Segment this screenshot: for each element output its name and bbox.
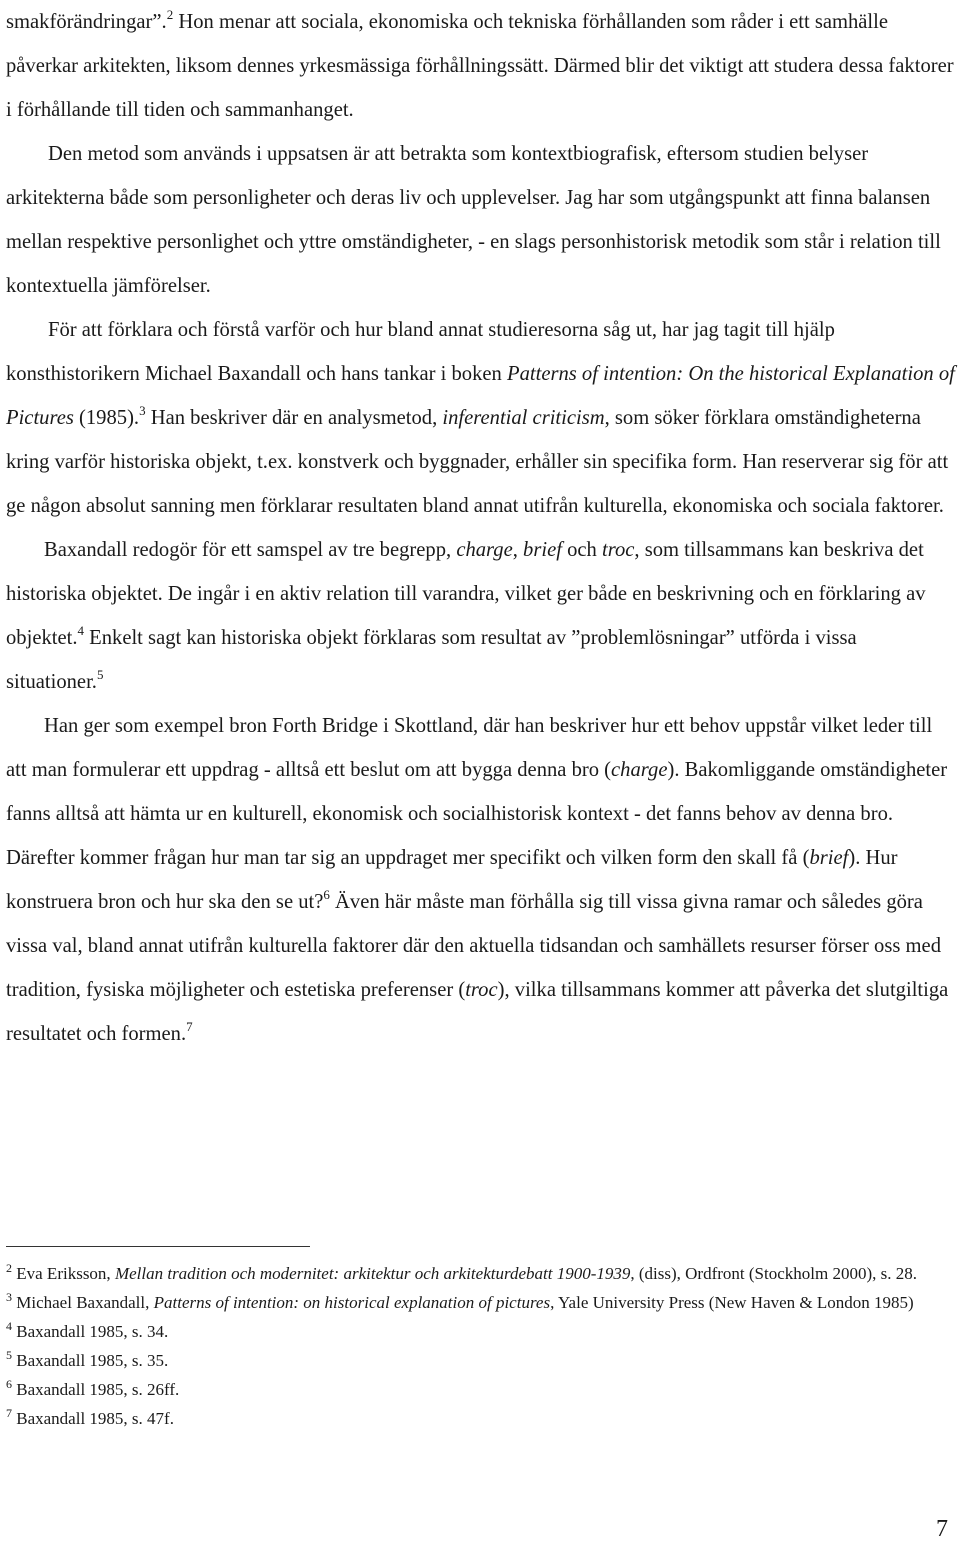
term-troc: troc [465,979,498,1001]
paragraph-4-text-cont: , som tillsammans kan beskriva det historiska objektet. De ingår i en aktiv relation till varandra, vilket ger både en beskrivning och en förklaring av objektet. [6,539,926,649]
footnote-number: 4 [6,1319,12,1333]
paragraph-2 [6,132,956,308]
footnote-4 [6,1320,956,1343]
paragraph-4 [6,528,956,704]
footnote-title: Patterns of intention: on historical explanation of pictures [153,1293,551,1312]
paragraph-3-text: För att förklara och förstå varför och hur bland annat studieresorna såg ut, har jag tagit till hjälp konsthistorikern Michael Baxandall och hans tankar i boken [6,319,835,385]
paragraph-1 [6,0,956,132]
footnote-text: Michael Baxandall, [12,1293,154,1312]
footnote-text: Eva Eriksson, [12,1264,115,1283]
footnote-ref-4: 4 [77,623,84,638]
footnote-number: 5 [6,1348,12,1362]
footnote-divider [6,1246,310,1247]
paragraph-5-text-cont3: Även här måste man förhålla sig till vissa givna ramar och således göra vissa val, bland annat utifrån kulturella faktorer där den aktuella tidsandan och samhällets resurser förser oss med tradition, fysiska möjligheter och estetiska preferenser ( [6,891,941,1001]
term-inferential-criticism: inferential criticism [442,407,605,429]
footnote-ref-3: 3 [139,403,146,418]
paragraph-5-text-cont2: ). Hur konstruera bron och hur ska den se ut? [6,847,898,913]
term-brief: brief [809,847,849,869]
footnotes [6,1262,956,1430]
separator: , [512,539,524,561]
paragraph-1-text-cont: Hon menar att sociala, ekonomiska och tekniska förhållanden som råder i ett samhälle påverkar arkitekten, liksom dennes yrkesmässiga förhållningssätt. Därmed blir det viktigt att studera dessa faktorer i förhållande till tiden och sammanhanget. [6,11,954,121]
term-troc: troc [601,539,635,561]
paragraph-1-text: smakförändringar”. [6,11,167,33]
footnote-text: Baxandall 1985, s. 35. [12,1351,169,1370]
term-brief: brief [523,539,562,561]
paragraph-5-text: Han ger som exempel bron Forth Bridge i Skottland, där han beskriver hur ett behov uppstår vilket leder till att man formulerar ett uppdrag - alltså ett beslut om att bygga denna bro ( [6,715,933,781]
footnote-number: 2 [6,1261,12,1275]
footnote-2 [6,1262,956,1285]
paragraph-2-text: Den metod som används i uppsatsen är att betrakta som kontextbiografisk, eftersom studien belyser arkitekterna både som personligheter och deras liv och upplevelser. Jag har som utgångspunkt att finna balansen mellan respektive personlighet och yttre omständigheter, - en slags personhistorisk metodik som står i relation till kontextuella jämförelser. [6,143,941,297]
paragraph-5-text-cont: ). Bakomliggande omständigheter fanns alltså att hämta ur en kulturell, ekonomisk och socialhistorisk kontext - det fanns behov av denna bro. Därefter kommer frågan hur man tar sig an uppdraget mer specifikt och vilken form den skall få ( [6,759,948,869]
footnote-number: 3 [6,1290,12,1304]
footnote-text-cont: , Yale University Press (New Haven & London 1985) [550,1293,914,1312]
page-number: 7 [936,1516,948,1542]
footnote-text: Baxandall 1985, s. 34. [12,1322,169,1341]
paragraph-3 [6,308,956,528]
footnote-text: Baxandall 1985, s. 26ff. [12,1380,180,1399]
paragraph-3-year: (1985). [73,407,140,429]
term-charge: charge [456,539,513,561]
footnote-text: Baxandall 1985, s. 47f. [12,1409,174,1428]
footnote-number: 6 [6,1377,12,1391]
footnote-7 [6,1407,956,1430]
footnote-text-cont: , (diss), Ordfront (Stockholm 2000), s. 28. [630,1264,917,1283]
footnote-ref-2: 2 [166,7,174,22]
footnote-6 [6,1378,956,1401]
paragraph-3-text-end: , som söker förklara omständigheterna kring varför historiska objekt, t.ex. konstverk och byggnader, erhåller sin specifika form. Han reserverar sig för att ge någon absolut sanning men förklarar resultaten bland annat utifrån kulturella, ekonomiska och sociala faktorer. [6,407,949,517]
footnote-ref-7: 7 [186,1019,193,1034]
footnote-3 [6,1291,956,1314]
footnote-number: 7 [6,1406,12,1420]
paragraph-5 [6,704,956,1056]
paragraph-4-text-end: Enkelt sagt kan historiska objekt förklaras som resultat av ”problemlösningar” utförda i vissa situationer. [6,627,857,693]
body-text [6,0,956,1056]
paragraph-3-text-cont: Han beskriver där en analysmetod, [145,407,443,429]
term-charge: charge [611,759,668,781]
paragraph-4-text: Baxandall redogör för ett samspel av tre begrepp, [44,539,457,561]
footnote-title: Mellan tradition och modernitet: arkitektur och arkitekturdebatt 1900-1939 [114,1264,631,1283]
footnote-5 [6,1349,956,1372]
footnote-ref-5: 5 [96,667,104,682]
footnote-ref-6: 6 [323,887,330,902]
book-title: Patterns of intention: On the historical Explanation of Pictures [6,363,955,429]
separator: och [561,539,602,561]
paragraph-5-text-end: ), vilka tillsammans kommer att påverka det slutgiltiga resultatet och formen. [6,979,949,1045]
